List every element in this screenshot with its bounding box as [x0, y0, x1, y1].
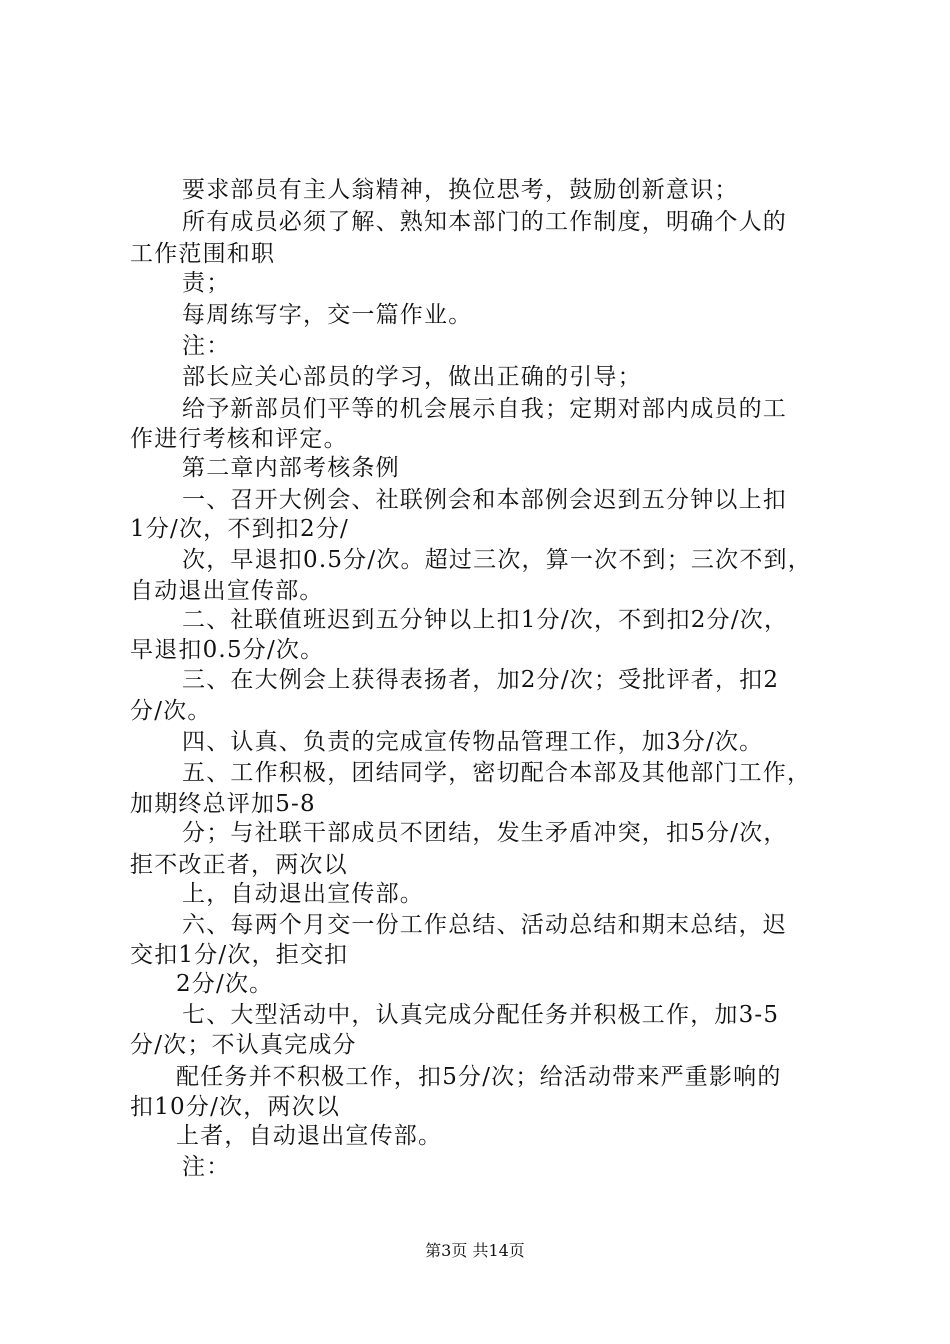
- text-line: 上，自动退出宣传部。: [182, 881, 424, 907]
- text-line: 作进行考核和评定。: [130, 426, 348, 452]
- text-line: 给予新部员们平等的机会展示自我；定期对部内成员的工: [182, 396, 787, 422]
- text-line: 次，早退扣0.5分/次。超过三次，算一次不到；三次不到，: [182, 547, 812, 573]
- text-line: 加期终总评加5-8: [130, 791, 316, 817]
- text-line: 拒不改正者，两次以: [130, 852, 348, 878]
- text-line: 所有成员必须了解、熟知本部门的工作制度，明确个人的: [182, 209, 787, 235]
- text-line: 分/次。: [130, 698, 212, 724]
- page-footer: 第3页 共14页: [425, 1241, 525, 1260]
- text-line: 每周练写字，交一篇作业。: [182, 302, 473, 328]
- text-line: 注：: [182, 1154, 231, 1180]
- text-line: 1分/次，不到扣2分/: [130, 516, 349, 542]
- text-line: 三、在大例会上获得表扬者，加2分/次；受批评者，扣2: [182, 667, 780, 693]
- text-line: 一、召开大例会、社联例会和本部例会迟到五分钟以上扣: [182, 487, 787, 513]
- text-line: 要求部员有主人翁精神，换位思考，鼓励创新意识；: [182, 177, 739, 203]
- text-line: 2分/次。: [176, 971, 274, 997]
- text-line: 工作范围和职: [130, 241, 276, 267]
- text-line: 五、工作积极，团结同学，密切配合本部及其他部门工作，: [182, 760, 812, 786]
- text-line: 七、大型活动中，认真完成分配任务并积极工作，加3-5: [182, 1002, 780, 1028]
- text-line: 早退扣0.5分/次。: [130, 637, 325, 663]
- text-line: 交扣1分/次，拒交扣: [130, 942, 349, 968]
- text-line: 六、每两个月交一份工作总结、活动总结和期末总结，迟: [182, 912, 787, 938]
- text-line: 上者，自动退出宣传部。: [176, 1123, 443, 1149]
- text-line: 分；与社联干部成员不团结，发生矛盾冲突，扣5分/次，: [182, 820, 788, 846]
- text-line: 部长应关心部员的学习，做出正确的引导；: [182, 364, 642, 390]
- text-line: 配任务并不积极工作，扣5分/次；给活动带来严重影响的: [176, 1064, 782, 1090]
- text-line: 二、社联值班迟到五分钟以上扣1分/次，不到扣2分/次，: [182, 607, 789, 633]
- text-line: 注：: [182, 333, 231, 359]
- section-heading: 第二章内部考核条例: [182, 455, 400, 481]
- text-line: 自动退出宣传部。: [130, 578, 324, 604]
- text-line: 四、认真、负责的完成宣传物品管理工作，加3分/次。: [182, 729, 764, 755]
- text-line: 扣10分/次，两次以: [130, 1094, 341, 1120]
- text-line: 责；: [182, 270, 231, 296]
- text-line: 分/次；不认真完成分: [130, 1032, 357, 1058]
